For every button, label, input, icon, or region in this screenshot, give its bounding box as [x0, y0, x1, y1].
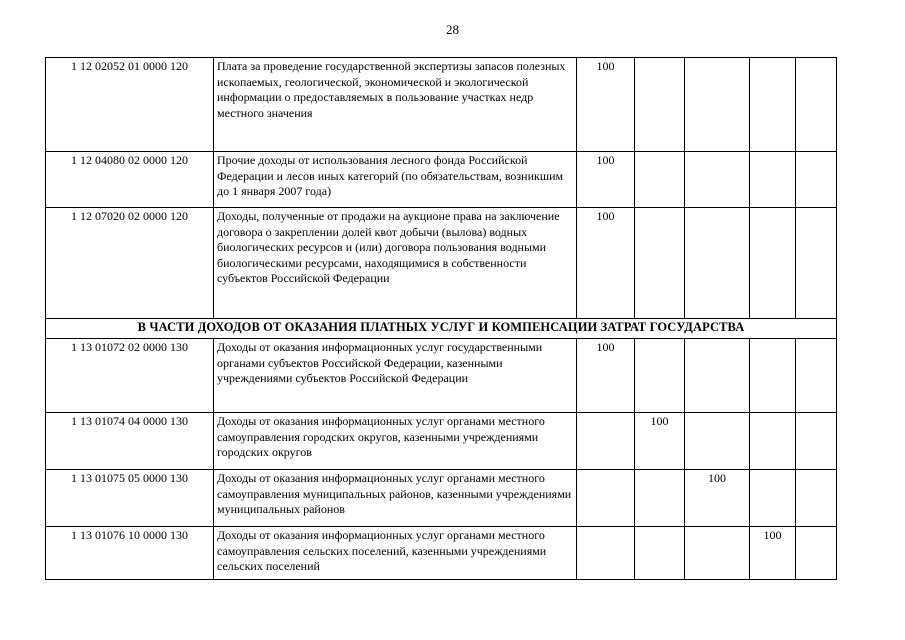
- value-cell: [750, 152, 796, 208]
- value-cell: [577, 527, 635, 580]
- value-cell: [685, 527, 750, 580]
- value-cell: 100: [577, 208, 635, 319]
- value-cell: [796, 470, 837, 527]
- section-header: В ЧАСТИ ДОХОДОВ ОТ ОКАЗАНИЯ ПЛАТНЫХ УСЛУГ И КОМПЕНСАЦИИ ЗАТРАТ ГОСУДАРСТВА: [46, 319, 837, 339]
- value-cell: [685, 339, 750, 413]
- table-row: [46, 470, 837, 527]
- value-cell: [635, 527, 685, 580]
- value-cell: [577, 470, 635, 527]
- value-cell: [635, 470, 685, 527]
- value-cell: [750, 470, 796, 527]
- value-cell: 100: [577, 339, 635, 413]
- value-cell: [685, 58, 750, 152]
- value-cell: 100: [750, 527, 796, 580]
- value-cell: [796, 208, 837, 319]
- revenue-description: Доходы от оказания информационных услуг органами местного самоуправления городских округов, казенными учреждениями городских округов: [214, 413, 577, 470]
- value-cell: [635, 152, 685, 208]
- table-row: [46, 527, 837, 580]
- budget-code: 1 12 07020 02 0000 120: [46, 208, 214, 319]
- revenue-distribution-table: [45, 57, 837, 580]
- revenue-description: Прочие доходы от использования лесного фонда Российской Федерации и лесов иных категорий (по обязательствам, возникшим до 1 января 2007 года): [214, 152, 577, 208]
- table-row: [46, 208, 837, 319]
- value-cell: [685, 152, 750, 208]
- value-cell: 100: [685, 470, 750, 527]
- budget-code: 1 12 02052 01 0000 120: [46, 58, 214, 152]
- table-row: [46, 413, 837, 470]
- revenue-description: Доходы от оказания информационных услуг государственными органами субъектов Российской Федерации, казенными учреждениями субъектов Российской Федерации: [214, 339, 577, 413]
- section-header-row: [46, 319, 837, 339]
- value-cell: [685, 413, 750, 470]
- table-row: [46, 152, 837, 208]
- budget-code: 1 13 01075 05 0000 130: [46, 470, 214, 527]
- value-cell: [635, 339, 685, 413]
- value-cell: 100: [577, 152, 635, 208]
- value-cell: [635, 58, 685, 152]
- value-cell: [750, 58, 796, 152]
- table-row: [46, 339, 837, 413]
- budget-code: 1 13 01072 02 0000 130: [46, 339, 214, 413]
- budget-code: 1 13 01074 04 0000 130: [46, 413, 214, 470]
- value-cell: [796, 413, 837, 470]
- value-cell: [750, 413, 796, 470]
- value-cell: [796, 58, 837, 152]
- table-row: [46, 58, 837, 152]
- budget-code: 1 13 01076 10 0000 130: [46, 527, 214, 580]
- value-cell: [635, 208, 685, 319]
- revenue-description: Доходы от оказания информационных услуг органами местного самоуправления сельских поселений, казенными учреждениями сельских поселений: [214, 527, 577, 580]
- value-cell: [796, 527, 837, 580]
- revenue-description: Доходы от оказания информационных услуг органами местного самоуправления муниципальных районов, казенными учреждениями муниципальных районов: [214, 470, 577, 527]
- value-cell: 100: [635, 413, 685, 470]
- value-cell: [796, 339, 837, 413]
- revenue-description: Доходы, полученные от продажи на аукционе права на заключение договора о закреплении долей квот добычи (вылова) водных биологических ресурсов и (или) договора пользования водными биологическими ресурсами, находящимися в собственности субъектов Российской Федерации: [214, 208, 577, 319]
- value-cell: [750, 208, 796, 319]
- value-cell: [750, 339, 796, 413]
- budget-code: 1 12 04080 02 0000 120: [46, 152, 214, 208]
- value-cell: [577, 413, 635, 470]
- revenue-description: Плата за проведение государственной экспертизы запасов полезных ископаемых, геологической, экономической и экологической информации о предоставляемых в пользование участках недр местного значения: [214, 58, 577, 152]
- value-cell: 100: [577, 58, 635, 152]
- value-cell: [685, 208, 750, 319]
- value-cell: [796, 152, 837, 208]
- page-number: 28: [446, 22, 459, 37]
